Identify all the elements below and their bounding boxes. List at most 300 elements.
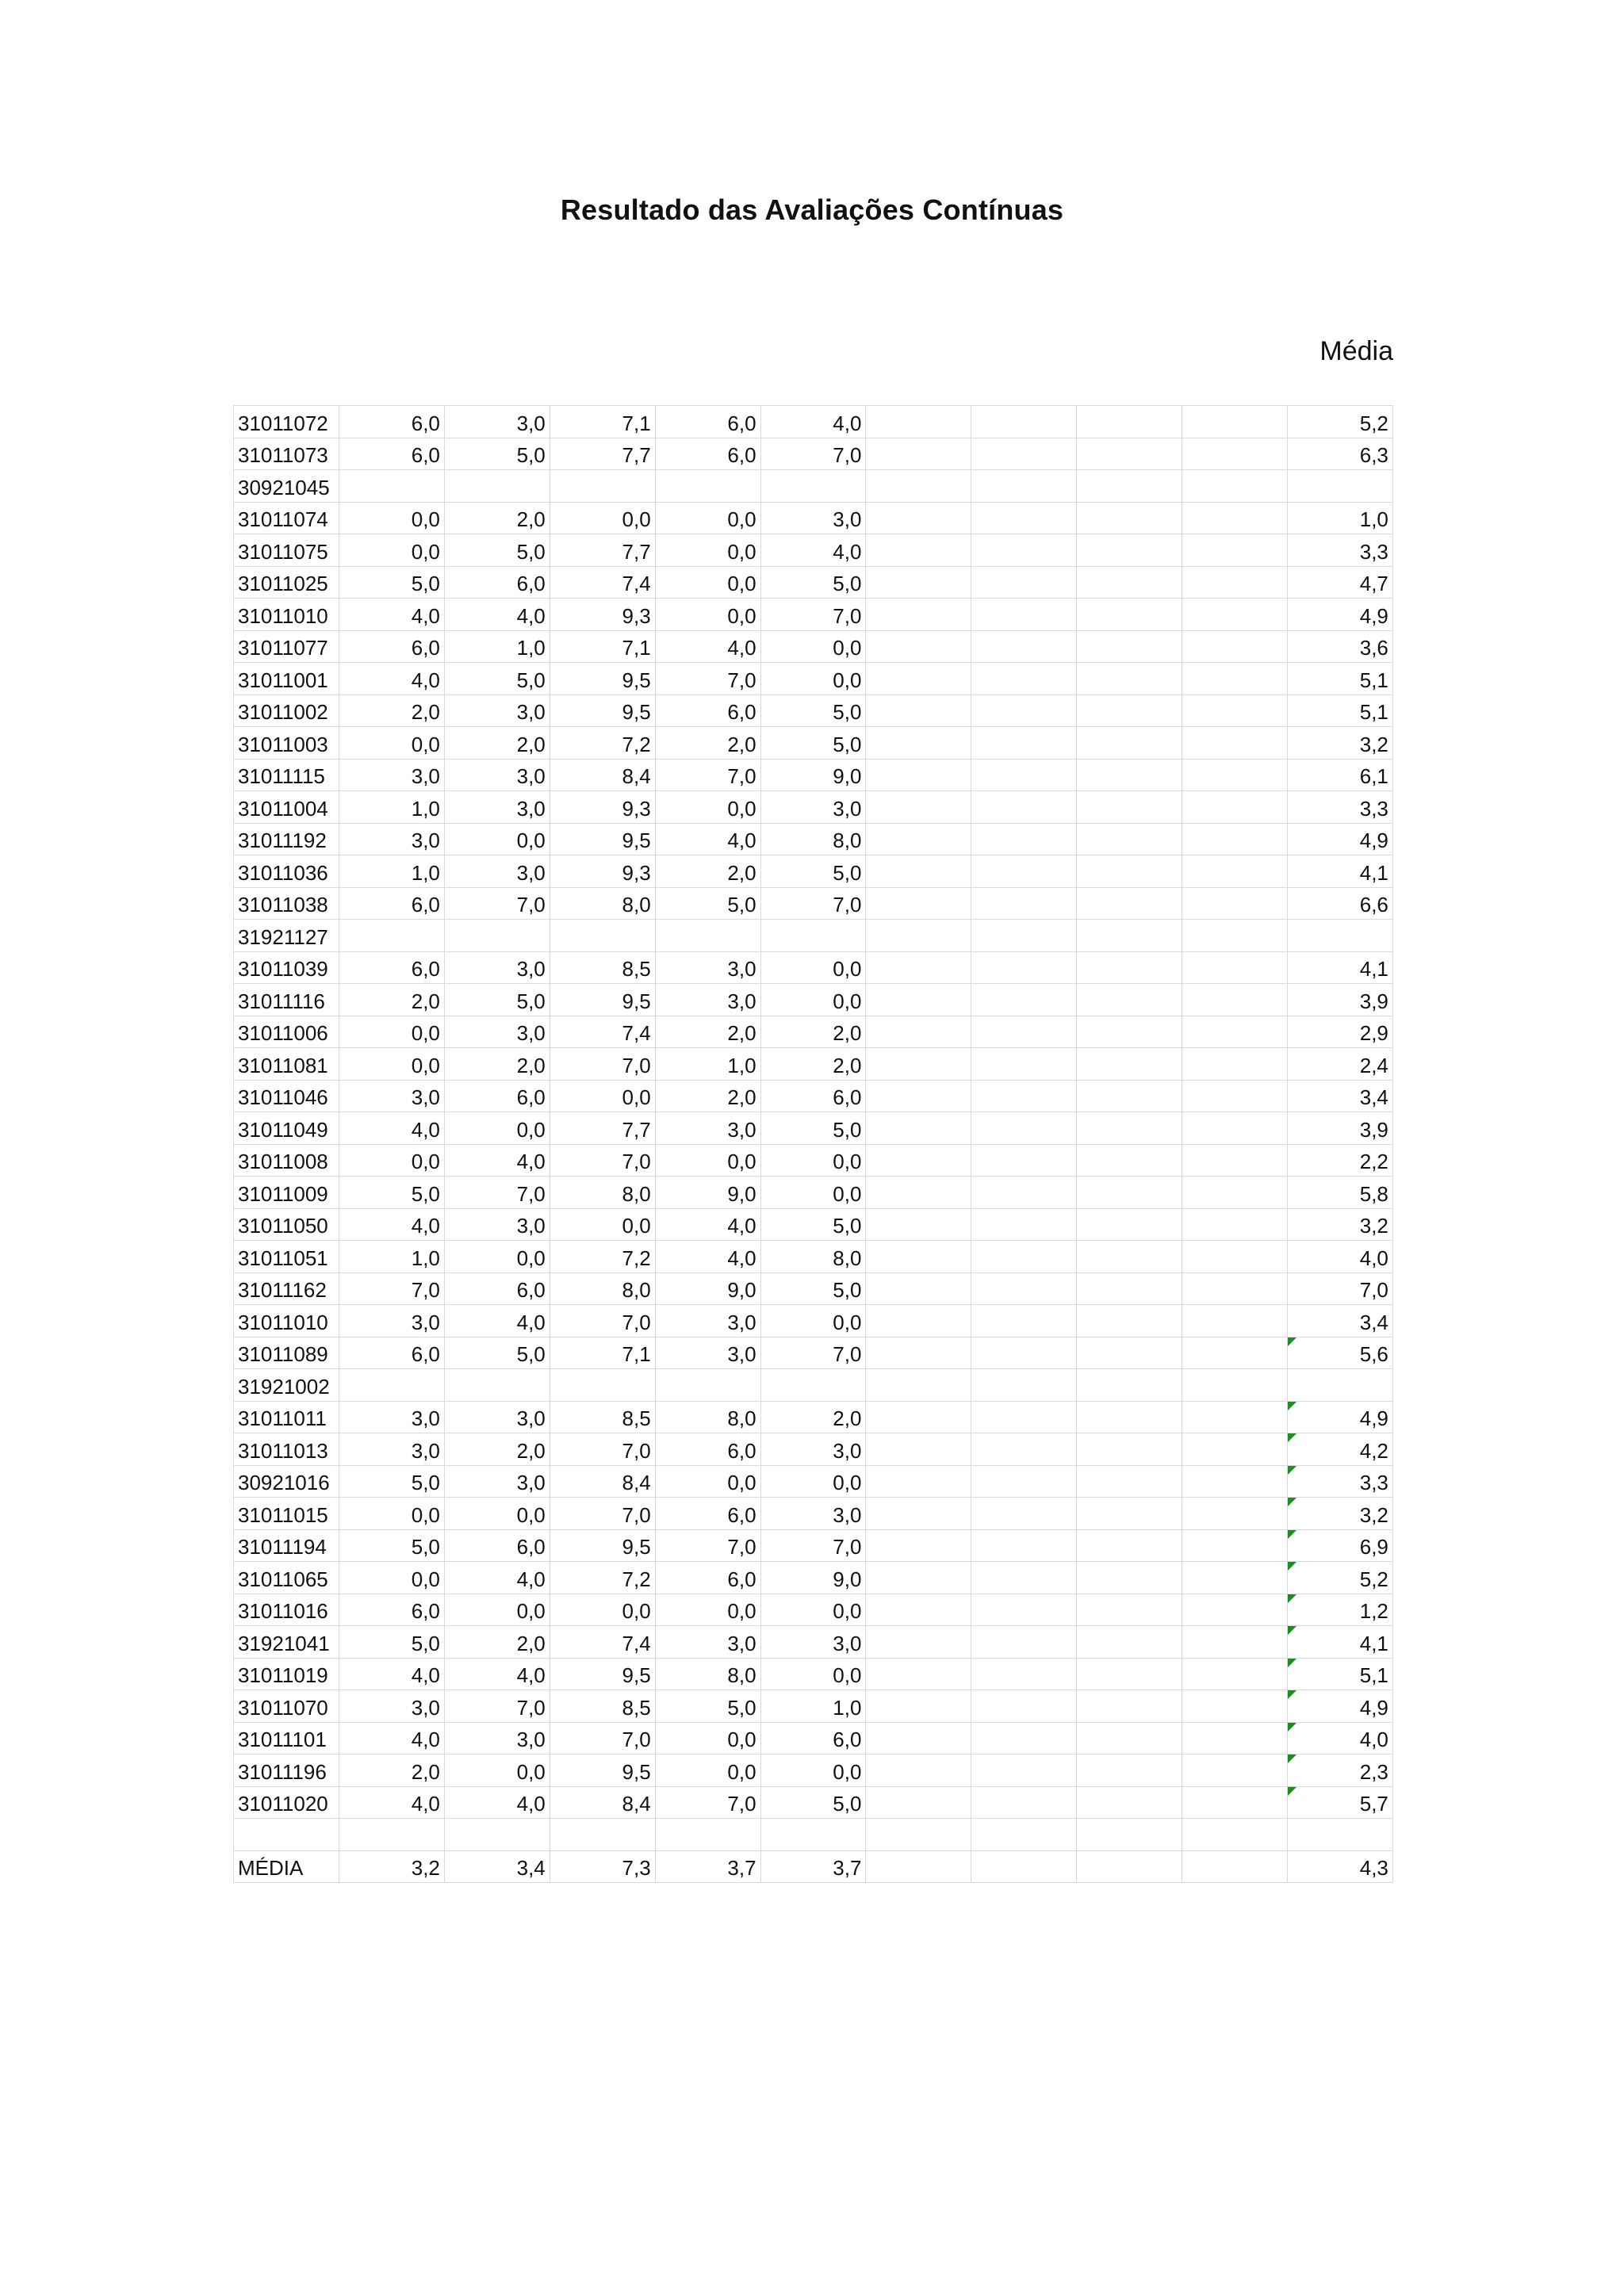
empty-cell: [971, 920, 1077, 952]
student-id-cell: 31011008: [234, 1144, 339, 1177]
table-row: [234, 887, 1393, 920]
empty-cell: [1077, 1658, 1182, 1690]
empty-cell: [971, 438, 1077, 470]
grade-cell: 7,7: [550, 438, 655, 470]
empty-cell: [1077, 630, 1182, 663]
empty-cell: [1077, 984, 1182, 1016]
grade-cell: 8,4: [550, 759, 655, 791]
grade-cell: 4,0: [444, 1786, 550, 1819]
empty-cell: [971, 984, 1077, 1016]
grade-cell: 1,0: [655, 1048, 760, 1081]
grade-cell: 6,0: [444, 566, 550, 599]
grade-cell: 3,0: [760, 791, 866, 824]
empty-cell: [760, 1819, 866, 1851]
grade-cell: [339, 1369, 445, 1402]
grade-cell: 5,0: [339, 1177, 445, 1209]
grade-cell: 3,0: [444, 1016, 550, 1048]
empty-cell: [1182, 438, 1288, 470]
student-id-cell: 31011002: [234, 695, 339, 727]
empty-cell: [866, 920, 971, 952]
grade-cell: 0,0: [339, 1048, 445, 1081]
grade-cell: 6,0: [760, 1722, 866, 1755]
average-cell: 3,3: [1288, 534, 1393, 567]
grade-cell: 3,0: [444, 406, 550, 438]
table-row: [234, 534, 1393, 567]
grade-cell: [550, 470, 655, 503]
grade-cell: 2,0: [760, 1401, 866, 1433]
grade-cell: 4,0: [760, 406, 866, 438]
empty-cell: [866, 1433, 971, 1466]
empty-cell: [866, 1048, 971, 1081]
empty-cell: [971, 1722, 1077, 1755]
average-cell: 6,6: [1288, 887, 1393, 920]
average-cell: 5,1: [1288, 1658, 1393, 1690]
grade-cell: 4,0: [760, 534, 866, 567]
grade-cell: 2,0: [760, 1048, 866, 1081]
grade-cell: 6,0: [655, 406, 760, 438]
grade-cell: 2,0: [339, 1755, 445, 1787]
grade-cell: 3,0: [760, 1498, 866, 1530]
empty-cell: [866, 1850, 971, 1883]
grade-cell: 5,0: [444, 984, 550, 1016]
average-cell: 4,9: [1288, 599, 1393, 631]
grade-cell: 4,0: [444, 599, 550, 631]
empty-cell: [971, 406, 1077, 438]
grade-cell: 0,0: [655, 502, 760, 534]
grade-cell: 3,0: [444, 791, 550, 824]
grade-cell: 3,0: [444, 1208, 550, 1241]
grade-cell: 0,0: [339, 1562, 445, 1594]
table-row: [234, 1337, 1393, 1369]
empty-cell: [866, 1144, 971, 1177]
grade-cell: 8,0: [550, 1177, 655, 1209]
empty-cell: [1077, 534, 1182, 567]
empty-cell: [971, 759, 1077, 791]
average-cell: 5,6: [1288, 1337, 1393, 1369]
grade-cell: 9,5: [550, 1529, 655, 1562]
empty-cell: [1182, 887, 1288, 920]
grade-cell: 1,0: [444, 630, 550, 663]
empty-cell: [1182, 759, 1288, 791]
grade-cell: 7,0: [760, 887, 866, 920]
empty-cell: [1182, 1272, 1288, 1305]
grade-cell: 6,0: [339, 1594, 445, 1626]
empty-cell: [866, 695, 971, 727]
empty-cell: [971, 727, 1077, 760]
grade-cell: 5,0: [339, 566, 445, 599]
grade-cell: 7,0: [655, 1786, 760, 1819]
empty-cell: [971, 1819, 1077, 1851]
empty-cell: [866, 1786, 971, 1819]
grade-cell: 3,0: [655, 1337, 760, 1369]
student-id-cell: 31011072: [234, 406, 339, 438]
grade-cell: 0,0: [550, 1208, 655, 1241]
grade-cell: 6,0: [655, 1433, 760, 1466]
empty-cell: [971, 470, 1077, 503]
grade-cell: 6,0: [339, 630, 445, 663]
table-row: [234, 1433, 1393, 1466]
empty-cell: [866, 1241, 971, 1273]
table-row: [234, 1594, 1393, 1626]
empty-cell: [1077, 1177, 1182, 1209]
average-cell: 3,4: [1288, 1080, 1393, 1112]
table-row: [234, 1369, 1393, 1402]
grade-cell: 7,1: [550, 406, 655, 438]
grade-cell: 3,0: [444, 759, 550, 791]
table-row: [234, 566, 1393, 599]
average-column-heading: Média: [1320, 336, 1393, 366]
grade-cell: 9,0: [655, 1177, 760, 1209]
student-id-cell: 31011051: [234, 1241, 339, 1273]
grade-cell: 7,0: [550, 1498, 655, 1530]
grade-cell: 8,5: [550, 1401, 655, 1433]
empty-cell: [866, 1177, 971, 1209]
empty-cell: [971, 1048, 1077, 1081]
empty-cell: [1288, 1819, 1393, 1851]
empty-cell: [1182, 534, 1288, 567]
student-id-cell: 31011016: [234, 1594, 339, 1626]
grade-cell: [444, 1369, 550, 1402]
grade-cell: 7,0: [760, 1529, 866, 1562]
empty-cell: [971, 1529, 1077, 1562]
empty-cell: [1077, 695, 1182, 727]
empty-cell: [1077, 1369, 1182, 1402]
grade-cell: 1,0: [760, 1690, 866, 1723]
empty-cell: [1077, 1594, 1182, 1626]
empty-cell: [866, 1690, 971, 1723]
empty-cell: [971, 823, 1077, 855]
grade-cell: 2,0: [655, 1080, 760, 1112]
empty-cell: [866, 406, 971, 438]
grade-cell: 4,0: [655, 630, 760, 663]
empty-cell: [866, 1755, 971, 1787]
empty-cell: [1182, 599, 1288, 631]
grade-cell: 4,0: [339, 599, 445, 631]
empty-cell: [1182, 1562, 1288, 1594]
grade-cell: 4,0: [655, 823, 760, 855]
student-id-cell: 30921045: [234, 470, 339, 503]
student-id-cell: 31921127: [234, 920, 339, 952]
grade-cell: 0,0: [444, 1755, 550, 1787]
grade-cell: 4,0: [339, 1722, 445, 1755]
empty-cell: [1077, 951, 1182, 984]
average-cell: 3,2: [1288, 1208, 1393, 1241]
empty-cell: [1182, 1755, 1288, 1787]
empty-cell: [234, 1819, 339, 1851]
grade-cell: 0,0: [760, 951, 866, 984]
student-id-cell: 31011039: [234, 951, 339, 984]
grade-cell: 6,0: [444, 1080, 550, 1112]
empty-cell: [1182, 1433, 1288, 1466]
grade-cell: 0,0: [655, 566, 760, 599]
grade-cell: 4,0: [655, 1208, 760, 1241]
empty-cell: [971, 1562, 1077, 1594]
empty-cell: [971, 887, 1077, 920]
grade-cell: 5,0: [339, 1529, 445, 1562]
grade-cell: 4,0: [655, 1241, 760, 1273]
grade-cell: 3,0: [655, 951, 760, 984]
empty-cell: [866, 791, 971, 824]
empty-cell: [1077, 1401, 1182, 1433]
grade-cell: 0,0: [760, 1658, 866, 1690]
grade-cell: 0,0: [444, 1241, 550, 1273]
table-row: [234, 951, 1393, 984]
student-id-cell: 31011070: [234, 1690, 339, 1723]
empty-cell: [1182, 920, 1288, 952]
table-row: [234, 1529, 1393, 1562]
grade-cell: [655, 920, 760, 952]
grade-cell: 0,0: [760, 1144, 866, 1177]
grade-cell: 7,2: [550, 1241, 655, 1273]
average-cell: 3,9: [1288, 1112, 1393, 1145]
table-row: [234, 1690, 1393, 1723]
grade-cell: 9,5: [550, 1755, 655, 1787]
empty-cell: [339, 1819, 445, 1851]
empty-cell: [1077, 1498, 1182, 1530]
average-cell: 3,3: [1288, 1465, 1393, 1498]
student-id-cell: 31011036: [234, 855, 339, 888]
grade-cell: 5,0: [760, 1208, 866, 1241]
empty-cell: [866, 1272, 971, 1305]
grade-cell: 4,0: [444, 1144, 550, 1177]
empty-cell: [1077, 599, 1182, 631]
grade-cell: 5,0: [655, 887, 760, 920]
empty-cell: [971, 1016, 1077, 1048]
summary-label: MÉDIA: [234, 1850, 339, 1883]
grade-cell: 0,0: [760, 1594, 866, 1626]
table-row: [234, 791, 1393, 824]
empty-cell: [971, 534, 1077, 567]
student-id-cell: 31011075: [234, 534, 339, 567]
empty-cell: [866, 599, 971, 631]
table-row: [234, 1272, 1393, 1305]
grade-cell: 5,0: [444, 663, 550, 695]
table-row: [234, 855, 1393, 888]
table-row: [234, 1786, 1393, 1819]
empty-cell: [1077, 502, 1182, 534]
grade-cell: 5,0: [760, 1272, 866, 1305]
grade-cell: 2,0: [339, 984, 445, 1016]
empty-cell: [866, 630, 971, 663]
student-id-cell: 31011065: [234, 1562, 339, 1594]
student-id-cell: 31011001: [234, 663, 339, 695]
grade-cell: 0,0: [655, 791, 760, 824]
student-id-cell: 31011115: [234, 759, 339, 791]
empty-cell: [1077, 727, 1182, 760]
grade-cell: 6,0: [655, 1562, 760, 1594]
empty-cell: [1077, 887, 1182, 920]
student-id-cell: 31011116: [234, 984, 339, 1016]
summary-grade-cell: 3,2: [339, 1850, 445, 1883]
table-row: [234, 823, 1393, 855]
grade-cell: 5,0: [760, 566, 866, 599]
empty-cell: [971, 663, 1077, 695]
grade-cell: 5,0: [760, 695, 866, 727]
grade-cell: 2,0: [655, 1016, 760, 1048]
table-row: [234, 1626, 1393, 1659]
empty-cell: [1077, 1626, 1182, 1659]
average-cell: 4,9: [1288, 1690, 1393, 1723]
empty-cell: [971, 599, 1077, 631]
grade-cell: 7,0: [444, 887, 550, 920]
grade-cell: 7,4: [550, 566, 655, 599]
grade-cell: 8,0: [655, 1658, 760, 1690]
empty-cell: [971, 1498, 1077, 1530]
student-id-cell: 31011101: [234, 1722, 339, 1755]
average-cell: 4,9: [1288, 823, 1393, 855]
empty-cell: [971, 1755, 1077, 1787]
average-cell: 5,1: [1288, 695, 1393, 727]
empty-cell: [866, 1305, 971, 1337]
grade-cell: 7,7: [550, 534, 655, 567]
average-cell: [1288, 470, 1393, 503]
table-row: [234, 1208, 1393, 1241]
empty-cell: [550, 1819, 655, 1851]
average-cell: 4,0: [1288, 1241, 1393, 1273]
table-row: [234, 1048, 1393, 1081]
grade-cell: 9,5: [550, 695, 655, 727]
empty-cell: [1182, 727, 1288, 760]
grade-cell: 8,0: [655, 1401, 760, 1433]
empty-cell: [444, 1819, 550, 1851]
empty-cell: [1182, 1305, 1288, 1337]
average-cell: 4,1: [1288, 855, 1393, 888]
grade-cell: 3,0: [760, 1433, 866, 1466]
empty-cell: [866, 887, 971, 920]
average-cell: 2,3: [1288, 1755, 1393, 1787]
empty-cell: [971, 1144, 1077, 1177]
grade-cell: 7,1: [550, 630, 655, 663]
grade-cell: 9,3: [550, 599, 655, 631]
grade-cell: 3,0: [339, 759, 445, 791]
average-cell: 1,0: [1288, 502, 1393, 534]
grade-cell: 4,0: [339, 1208, 445, 1241]
empty-cell: [1182, 1112, 1288, 1145]
average-cell: 4,9: [1288, 1401, 1393, 1433]
grade-cell: 3,0: [339, 1080, 445, 1112]
grade-cell: 2,0: [444, 1626, 550, 1659]
student-id-cell: 31011015: [234, 1498, 339, 1530]
grade-cell: 7,0: [550, 1433, 655, 1466]
grades-table: [233, 405, 1393, 1883]
empty-cell: [971, 1272, 1077, 1305]
table-row: [234, 470, 1393, 503]
table-row: [234, 438, 1393, 470]
empty-cell: [866, 1626, 971, 1659]
empty-cell: [866, 534, 971, 567]
grade-cell: 9,3: [550, 855, 655, 888]
student-id-cell: 31011009: [234, 1177, 339, 1209]
grade-cell: 8,5: [550, 951, 655, 984]
grade-cell: 0,0: [655, 1594, 760, 1626]
student-id-cell: 31011004: [234, 791, 339, 824]
grade-cell: 7,0: [655, 759, 760, 791]
table-row: [234, 1755, 1393, 1787]
empty-cell: [971, 1208, 1077, 1241]
empty-cell: [1182, 1048, 1288, 1081]
grade-cell: 0,0: [339, 1016, 445, 1048]
student-id-cell: 31011020: [234, 1786, 339, 1819]
grade-cell: 5,0: [444, 1337, 550, 1369]
empty-cell: [1077, 1016, 1182, 1048]
student-id-cell: 31011046: [234, 1080, 339, 1112]
empty-cell: [1182, 984, 1288, 1016]
grade-cell: 3,0: [655, 1626, 760, 1659]
empty-cell: [866, 855, 971, 888]
empty-cell: [1182, 791, 1288, 824]
empty-cell: [866, 1080, 971, 1112]
grade-cell: 3,0: [655, 1305, 760, 1337]
grade-cell: [760, 920, 866, 952]
grade-cell: 7,0: [444, 1177, 550, 1209]
empty-cell: [866, 823, 971, 855]
summary-grade-cell: 7,3: [550, 1850, 655, 1883]
empty-cell: [1077, 406, 1182, 438]
empty-cell: [866, 1016, 971, 1048]
empty-cell: [1077, 1337, 1182, 1369]
empty-cell: [1182, 1819, 1288, 1851]
empty-cell: [971, 1465, 1077, 1498]
average-cell: 3,4: [1288, 1305, 1393, 1337]
empty-cell: [971, 1177, 1077, 1209]
grade-cell: 5,0: [444, 534, 550, 567]
empty-cell: [1182, 502, 1288, 534]
empty-cell: [971, 951, 1077, 984]
table-row: [234, 599, 1393, 631]
empty-cell: [1182, 1080, 1288, 1112]
grade-cell: 2,0: [444, 727, 550, 760]
grade-cell: [655, 1369, 760, 1402]
grade-cell: 2,0: [655, 855, 760, 888]
grade-cell: 4,0: [444, 1305, 550, 1337]
student-id-cell: 31011013: [234, 1433, 339, 1466]
summary-grade-cell: 3,4: [444, 1850, 550, 1883]
grade-cell: 0,0: [655, 599, 760, 631]
empty-cell: [1077, 791, 1182, 824]
grade-cell: 9,0: [655, 1272, 760, 1305]
table-row: [234, 920, 1393, 952]
student-id-cell: 31011077: [234, 630, 339, 663]
student-id-cell: 31011038: [234, 887, 339, 920]
empty-cell: [1182, 566, 1288, 599]
average-cell: 1,2: [1288, 1594, 1393, 1626]
grade-cell: 3,0: [444, 1465, 550, 1498]
grade-cell: 0,0: [550, 1080, 655, 1112]
empty-cell: [1182, 1369, 1288, 1402]
empty-cell: [1182, 855, 1288, 888]
table-row: [234, 1722, 1393, 1755]
empty-cell: [1182, 1850, 1288, 1883]
table-row: [234, 759, 1393, 791]
empty-cell: [1077, 1690, 1182, 1723]
average-cell: 4,7: [1288, 566, 1393, 599]
table-row: [234, 727, 1393, 760]
empty-cell: [1077, 1433, 1182, 1466]
empty-cell: [1182, 1626, 1288, 1659]
student-id-cell: 31011010: [234, 599, 339, 631]
empty-cell: [1182, 630, 1288, 663]
empty-cell: [1182, 1208, 1288, 1241]
empty-cell: [971, 1305, 1077, 1337]
grade-cell: 1,0: [339, 791, 445, 824]
grade-cell: 5,0: [339, 1626, 445, 1659]
grade-cell: 6,0: [339, 406, 445, 438]
grade-cell: 7,0: [550, 1144, 655, 1177]
grade-cell: 9,5: [550, 823, 655, 855]
average-cell: 2,4: [1288, 1048, 1393, 1081]
grade-cell: 0,0: [444, 1112, 550, 1145]
empty-cell: [866, 1722, 971, 1755]
